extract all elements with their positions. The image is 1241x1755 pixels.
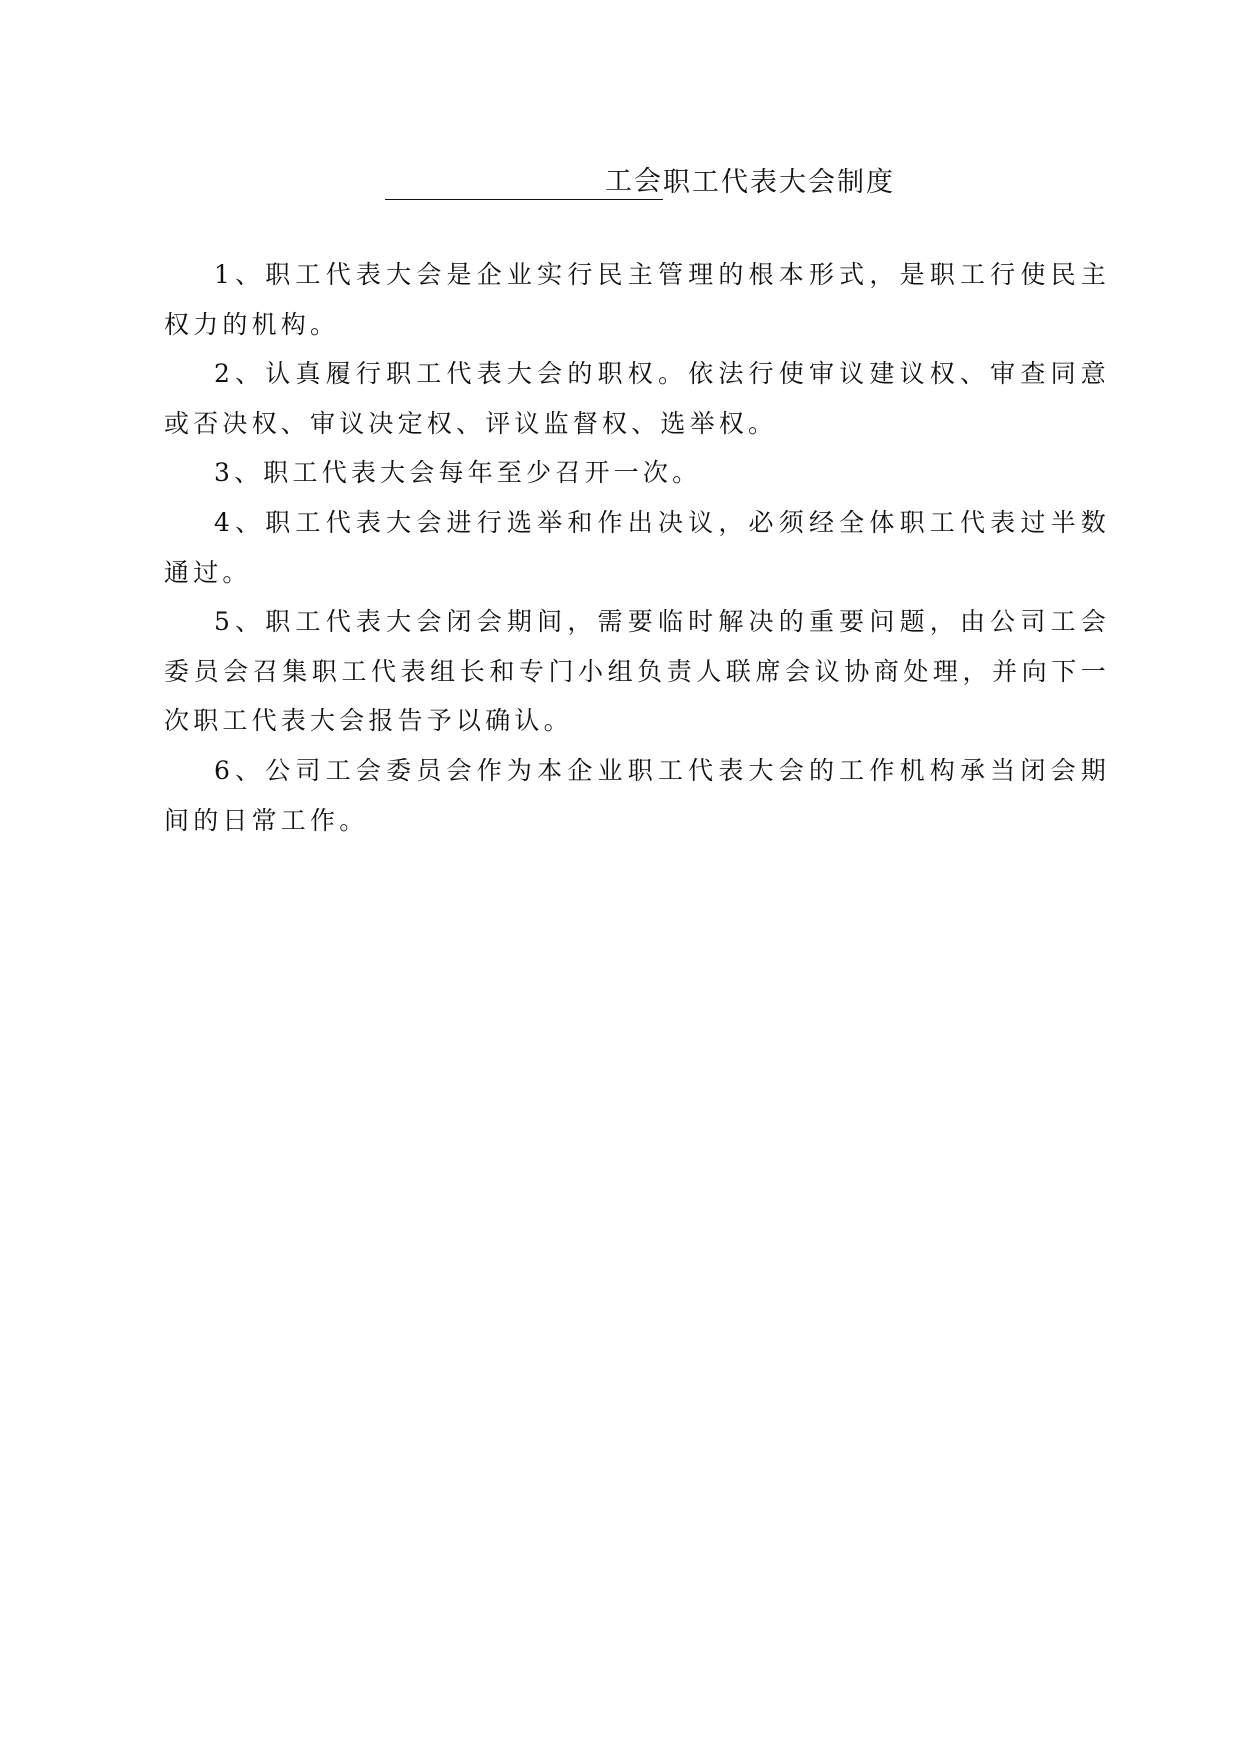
document-body: [164, 250, 1110, 845]
paragraph-3: 3、职工代表大会每年至少召开一次。: [214, 458, 702, 488]
paragraph-2: 2、认真履行职工代表大会的职权。依法行使审议建议权、审查同意或否决权、审议决定权、评议监督权、选举权。: [164, 359, 1110, 438]
paragraph-1: 1、职工代表大会是企业实行民主管理的根本形式，是职工行使民主权力的机构。: [164, 260, 1110, 339]
title-underlined-text: 工会: [605, 165, 663, 200]
document-title: [385, 160, 895, 200]
title-underline-rule: [385, 167, 605, 200]
paragraph-5: 5、职工代表大会闭会期间，需要临时解决的重要问题，由公司工会委员会召集职工代表组长和专门小组负责人联席会议协商处理，并向下一次职工代表大会报告予以确认。: [164, 607, 1110, 736]
paragraph-4: 4、职工代表大会进行选举和作出决议，必须经全体职工代表过半数通过。: [164, 507, 1110, 587]
paragraph-6: 6、公司工会委员会作为本企业职工代表大会的工作机构承当闭会期间的日常工作。: [164, 755, 1110, 835]
title-text: 职工代表大会制度: [663, 167, 895, 198]
